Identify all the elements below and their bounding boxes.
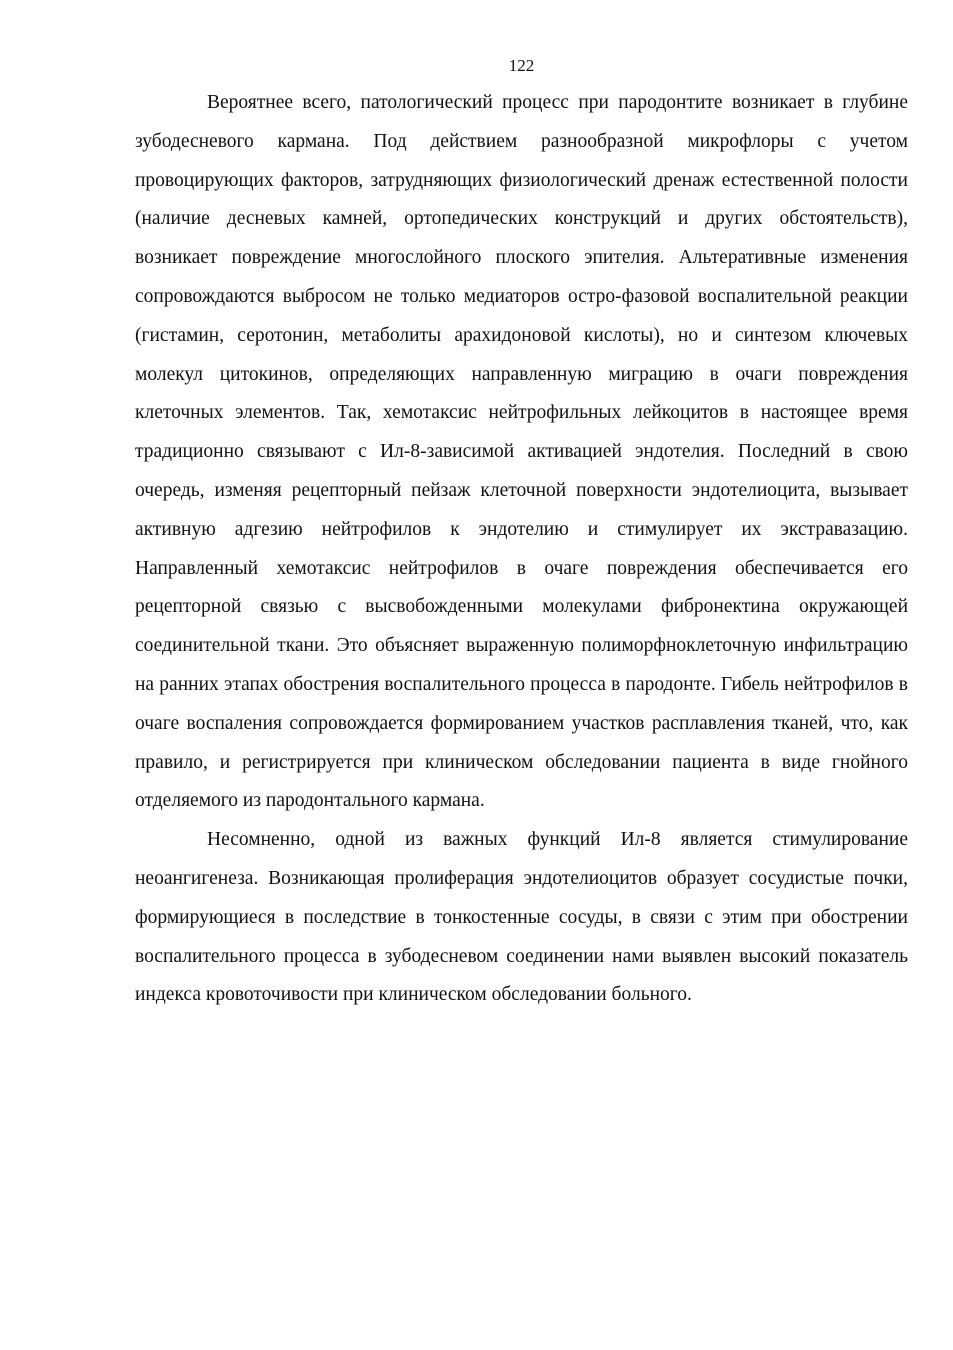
page-number: 122 xyxy=(508,56,535,75)
body-text xyxy=(135,84,908,1015)
paragraph-1: Вероятнее всего, патологический процесс при пародонтите возникает в глубине зубодесневого кармана. Под действием разнообразной микрофлоры с учетом провоцирующих факторов, затрудняющих физиологический дренаж естественной полости (наличие десневых камней, ортопедических конструкций и других обстоятельств), возникает повреждение многослойного плоского эпителия. Альтеративные изменения сопровождаются выбросом не только медиаторов остро-фазовой воспалительной реакции (гистамин, серотонин, метаболиты арахидоновой кислоты), но и синтезом ключевых молекул цитокинов, определяющих направленную миграцию в очаги повреждения клеточных элементов. Так, хемотаксис нейтрофильных лейкоцитов в настоящее время традиционно связывают с Ил-8-зависимой активацией эндотелия. Последний в свою очередь, изменяя рецепторный пейзаж клеточной поверхности эндотелиоцита, вызывает активную адгезию нейтрофилов к эндотелию и стимулирует их экстравазацию. Направленный хемотаксис нейтрофилов в очаге повреждения обеспечивается его рецепторной связью с высвобожденными молекулами фибронектина окружающей соединительной ткани. Это объясняет выраженную полиморфноклеточную инфильтрацию на ранних этапах обострения воспалительного процесса в пародонте. Гибель нейтрофилов в очаге воспаления сопровождается формированием участков расплавления тканей, что, как правило, и регистрируется при клиническом обследовании пациента в виде гнойного отделяемого из пародонтального кармана. xyxy=(135,92,908,812)
paragraph-2: Несомненно, одной из важных функций Ил-8 является стимулирование неоангигенеза. Возникающая пролиферация эндотелиоцитов образует сосудистые почки, формирующиеся в последствие в тонкостенные сосуды, в связи с этим при обострении воспалительного процесса в зубодесневом соединении нами выявлен высокий показатель индекса кровоточивости при клиническом обследовании больного. xyxy=(135,829,908,1006)
